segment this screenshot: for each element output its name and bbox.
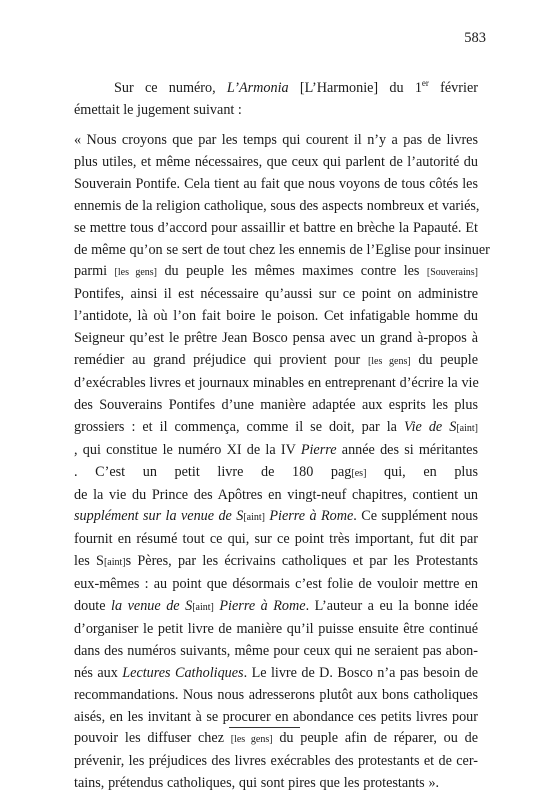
text-line: plus utiles, et même nécessaires, que ceux qui parlent de l’autorité du xyxy=(74,153,478,170)
text-run: pouvoir les diffuser chez xyxy=(74,730,231,747)
text-run: s Pères, par les écrivains catholiques et par les Protestants xyxy=(125,553,478,570)
text-line: Seigneur qu’est le prêtre Jean Bosco pensa avec un grand à-propos à xyxy=(74,330,478,347)
text-run: . L’auteur a eu la bonne idée xyxy=(305,598,478,615)
italic-text: la venue de S xyxy=(111,598,193,615)
text-run: doute xyxy=(74,598,112,615)
text-line xyxy=(74,462,478,485)
text-line xyxy=(74,417,478,440)
text-line xyxy=(74,551,478,574)
bracket-insert: [les gens] xyxy=(367,356,411,368)
text-run: qui, en plus xyxy=(366,463,478,480)
text-line: de la vie du Prince des Apôtres en vingt-neuf chapitres, contient un xyxy=(74,486,478,503)
text-line: de même qu’on se sert de tout chez les ennemis de l’Eglise pour insinuer xyxy=(74,241,490,258)
text-run: les S xyxy=(74,553,104,570)
italic-text: Pierre à Rome xyxy=(264,508,354,525)
text-line xyxy=(74,506,478,529)
text-line: fournit en résumé tout ce qui, sur ce point très important, fut dit par xyxy=(74,531,478,548)
text-run: . Ce supplément nous xyxy=(353,508,478,525)
text-line: aisés, en les invitant à se procurer en abondance ces petits livres pour xyxy=(74,708,478,725)
italic-text: Vie de S xyxy=(403,418,457,435)
text-run: parmi xyxy=(74,263,115,280)
text-run: . C’est un petit livre de 180 pag xyxy=(74,463,352,480)
bracket-insert: [aint] xyxy=(243,512,265,524)
bracket-insert: [Souverains] xyxy=(426,267,478,279)
text-line: l’antidote, là où l’on fait boire le poison. Cet infatigable homme du xyxy=(74,308,478,325)
text-line: recommandations. Nous nous adresserons plutôt aux bons catholiques xyxy=(74,686,478,703)
italic-text: Pierre à Rome xyxy=(213,598,306,615)
text-line: se mettre tous d’accord pour assaillir et battre en brèche la Papauté. Et xyxy=(74,219,478,236)
text-line xyxy=(74,261,478,284)
intro-paragraph xyxy=(74,73,478,121)
text-line xyxy=(74,350,478,373)
text-line: dans des numéros suivants, même pour ceux qui ne seraient pas abon- xyxy=(74,642,478,659)
italic-text: supplément sur la venue de S xyxy=(74,508,244,525)
text-line xyxy=(74,663,478,685)
separator-rule xyxy=(229,727,300,728)
text-run: du peuple xyxy=(410,352,479,369)
text-run: du peuple afin de réparer, ou de xyxy=(272,730,478,747)
text-line: d’organiser le petit livre de manière qu’il puisse ensuite être continué xyxy=(74,620,478,637)
text-line xyxy=(74,440,478,462)
text-run: année des si méritantes xyxy=(336,441,478,458)
intro-line-2: émettait le jugement suivant : xyxy=(74,101,242,118)
bracket-insert: [les gens] xyxy=(230,734,273,746)
text-line: tains, prétendus catholiques, qui sont pires que les protestants ». xyxy=(74,775,440,792)
quotation-body xyxy=(74,130,490,795)
bracket-insert: [les gens] xyxy=(114,267,158,279)
journal-title: L’Armonia xyxy=(226,80,289,96)
text-run: remédier au grand préjudice qui provient pour xyxy=(74,352,368,369)
text-line: « Nous croyons que par les temps qui courent il n’y a pas de livres xyxy=(74,132,478,148)
text-line: Pontifes, ainsi il est nécessaire qu’aussi sur ce point on administre xyxy=(74,286,478,303)
italic-text: Lectures Catholiques xyxy=(122,664,244,681)
page-number: 583 xyxy=(464,30,486,46)
text-line: prévenir, les préjudices des livres exécrables des protestants et de cer- xyxy=(74,753,478,770)
text-line: d’exécrables livres et journaux minables en entreprenant d’écrire la vie xyxy=(74,374,479,391)
bracket-insert: [aint] xyxy=(103,557,126,569)
text-run: nés aux xyxy=(74,664,123,681)
bracket-insert: [aint] xyxy=(192,602,214,614)
intro-line-1: Sur ce numéro, L’Armonia [L’Harmonie] du 1er février xyxy=(114,78,478,96)
text-line: eux-mêmes : au point que désormais c’est folie de vouloir mettre en xyxy=(74,576,478,593)
text-run: du peuple les mêmes maximes contre les xyxy=(157,263,427,280)
bracket-insert: [aint] xyxy=(456,422,478,434)
italic-text: Pierre xyxy=(300,441,337,458)
text-run: , qui constitue le numéro XI de la IV xyxy=(74,441,301,458)
text-line: ennemis de la religion catholique, sous des aspects nombreux et variés, xyxy=(74,197,480,214)
text-line: des Souverains Pontifes d’une manière adaptée aux esprits les plus xyxy=(74,396,478,413)
text-run: . Le livre de D. Bosco n’a pas besoin de xyxy=(243,664,479,681)
bracket-insert: [es] xyxy=(351,467,367,479)
text-line: Souverain Pontife. Cela tient au fait que nous voyons de tous côtés les xyxy=(74,175,478,192)
text-line xyxy=(74,728,478,751)
text-run: grossiers : et il commença, comme il se doit, par la xyxy=(74,418,404,435)
text-line xyxy=(74,596,478,619)
